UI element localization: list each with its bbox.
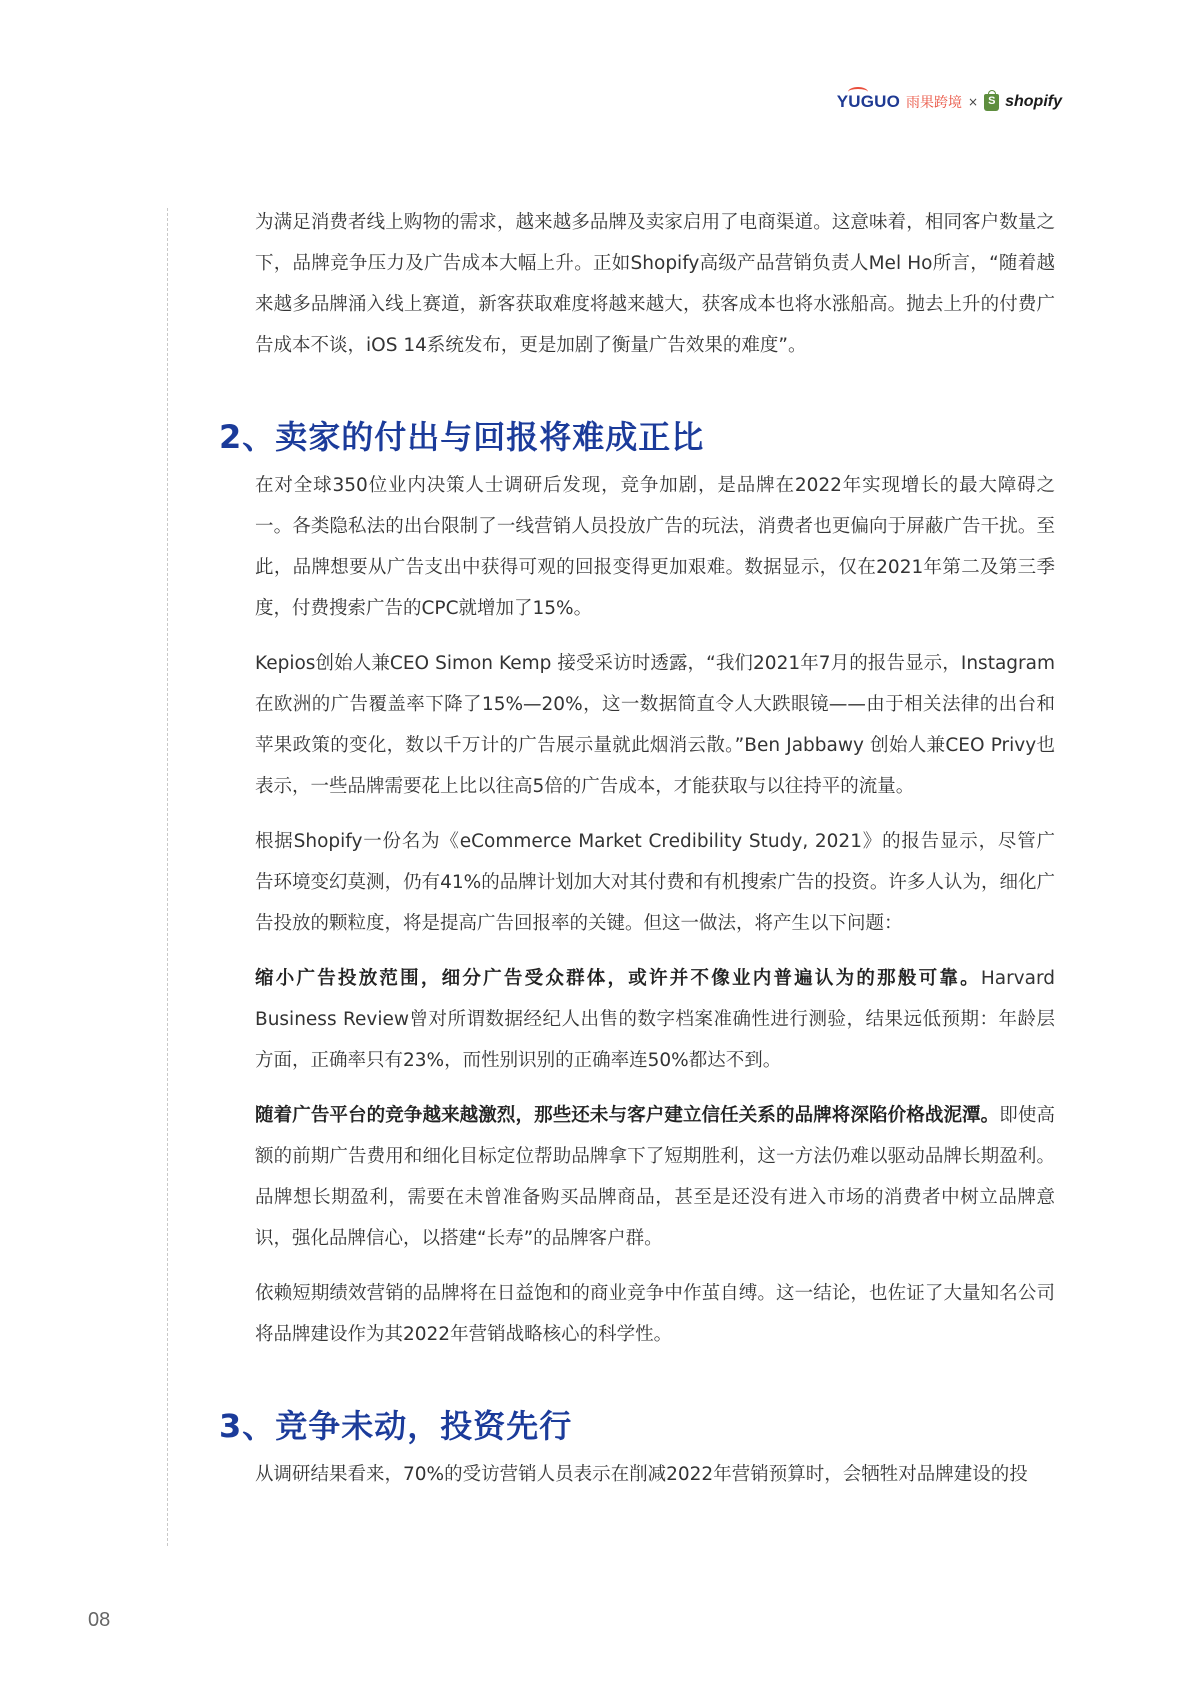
- section-2-paragraph-1: 在对全球350位业内决策人士调研后发现，竞争加剧，是品牌在2022年实现增长的最大障碍之一。各类隐私法的出台限制了一线营销人员投放广告的玩法，消费者也更偏向于屏蔽广告干扰。至此，品牌想要从广告支出中获得可观的回报变得更加艰难。数据显示，仅在2021年第二及第三季度，付费搜索广告的CPC就增加了15%。: [255, 475, 1055, 619]
- logo-separator: ×: [968, 95, 979, 109]
- shopify-bag-icon: [984, 94, 999, 111]
- page-content: [219, 202, 1055, 1509]
- intro-paragraph: 为满足消费者线上购物的需求，越来越多品牌及卖家启用了电商渠道。这意味着，相同客户数量之下，品牌竞争压力及广告成本大幅上升。正如Shopify高级产品营销负责人Mel Ho所言，“随着越来越多品牌涌入线上赛道，新客获取难度将越来越大，获客成本也将水涨船高。抛去上升的付费广告成本不谈，iOS 14系统发布，更是加剧了衡量广告效果的难度”。: [255, 212, 1055, 356]
- section-2-paragraph-4: [255, 958, 1055, 1081]
- yuguo-logo: YUGUO: [837, 92, 900, 112]
- section-2-paragraph-6: 依赖短期绩效营销的品牌将在日益饱和的商业竞争中作茧自缚。这一结论，也佐证了大量知名公司将品牌建设作为其2022年营销战略核心的科学性。: [255, 1283, 1055, 1345]
- paragraph-5-lead: 随着广告平台的竞争越来越激烈，那些还未与客户建立信任关系的品牌将深陷价格战泥潭。: [255, 1105, 1000, 1126]
- page-number: 08: [88, 1609, 111, 1631]
- paragraph-4-body: Harvard Business Review曾对所谓数据经纪人出售的数字档案准确性进行测验，结果远低预期：年龄层方面，正确率只有23%，而性别识别的正确率连50%都达不到。: [255, 968, 1055, 1071]
- section-2-paragraph-2: Kepios创始人兼CEO Simon Kemp 接受采访时透露，“我们2021年7月的报告显示，Instagram在欧洲的广告覆盖率下降了15%—20%，这一数据简直令人大跌眼镜——由于相关法律的出台和苹果政策的变化，数以千万计的广告展示量就此烟消云散。”Ben Jabbawy 创始人兼CEO Privy也表示，一些品牌需要花上比以往高5倍的广告成本，才能获取与以往持平的流量。: [255, 653, 1055, 797]
- section-2-paragraph-3: 根据Shopify一份名为《eCommerce Market Credibility Study, 2021》的报告显示，尽管广告环境变幻莫测，仍有41%的品牌计划加大对其付费和有机搜索广告的投资。许多人认为，细化广告投放的颗粒度，将是提高广告回报率的关键。但这一做法，将产生以下问题：: [255, 831, 1055, 934]
- yuguo-logo-cn: 雨果跨境: [906, 95, 963, 111]
- section-3-title: 3、竞争未动，投资先行: [219, 1407, 573, 1445]
- section-2-title: 2、卖家的付出与回报将难成正比: [219, 418, 705, 456]
- section-3-paragraph-1: 从调研结果看来，70%的受访营销人员表示在削减2022年营销预算时，会牺牲对品牌建设的投: [255, 1464, 1028, 1485]
- header-logo: [837, 92, 1062, 112]
- shopify-logo: shopify: [1005, 93, 1062, 110]
- section-2-paragraph-5: [255, 1095, 1055, 1259]
- side-dashed-rule: [167, 208, 168, 1546]
- paragraph-5-body: 即使高额的前期广告费用和细化目标定位帮助品牌拿下了短期胜利，这一方法仍难以驱动品牌长期盈利。品牌想长期盈利，需要在未曾准备购买品牌商品，甚至是还没有进入市场的消费者中树立品牌意识，强化品牌信心，以搭建“长寿”的品牌客户群。: [255, 1105, 1055, 1249]
- paragraph-4-lead: 缩小广告投放范围，细分广告受众群体，或许并不像业内普遍认为的那般可靠。: [255, 968, 981, 989]
